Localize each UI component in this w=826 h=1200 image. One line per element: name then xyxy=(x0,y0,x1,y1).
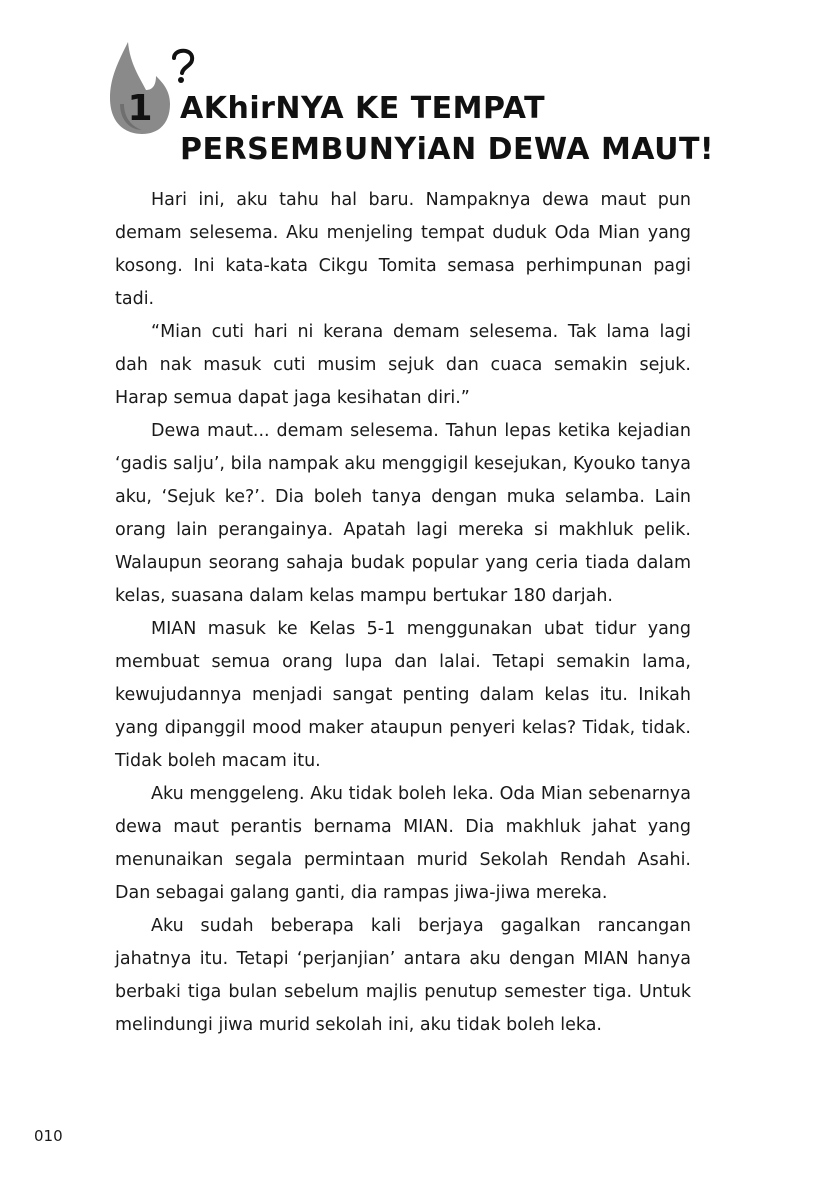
paragraph: Hari ini, aku tahu hal baru. Nampaknya dewa maut pun demam selesema. Aku menjeling tempat duduk Oda Mian yang kosong. Ini kata-kata Cikgu Tomita semasa perhimpunan pagi tadi. xyxy=(115,190,691,309)
paragraph: Aku menggeleng. Aku tidak boleh leka. Oda Mian sebenarnya dewa maut perantis bernama MIAN. Dia makhluk jahat yang menunaikan segala permintaan murid Sekolah Rendah Asahi. Dan sebagai galang ganti, dia rampas jiwa-jiwa mereka. xyxy=(115,784,691,903)
paragraph: Dewa maut... demam selesema. Tahun lepas ketika kejadian ‘gadis salju’, bila nampak aku menggigil kesejukan, Kyouko tanya aku, ‘Sejuk ke?’. Dia boleh tanya dengan muka selamba. Lain orang lain perangainya. Apatah lagi mereka si makhluk pelik. Walaupun seorang sahaja budak popular yang ceria tiada dalam kelas, suasana dalam kelas mampu bertukar 180 darjah. xyxy=(115,421,691,606)
chapter-title-line-1: AKhirNYA KE TEMPAT xyxy=(180,91,546,126)
paragraph: “Mian cuti hari ni kerana demam selesema. Tak lama lagi dah nak masuk cuti musim sejuk dan cuaca semakin sejuk. Harap semua dapat jaga kesihatan diri.” xyxy=(115,322,691,408)
chapter-title-line-2: PERSEMBUNYiAN DEWA MAUT! xyxy=(180,132,715,167)
question-mark-dot xyxy=(178,77,184,83)
paragraph: Aku sudah beberapa kali berjaya gagalkan rancangan jahatnya itu. Tetapi ‘perjanjian’ antara aku dengan MIAN hanya berbaki tiga bulan sebelum majlis penutup semester tiga. Untuk melindungi jiwa murid sekolah ini, aku tidak boleh leka. xyxy=(115,916,691,1035)
question-mark-hook xyxy=(174,51,192,73)
body-text xyxy=(115,184,691,1042)
page-number: 010 xyxy=(34,1127,63,1145)
paragraph: MIAN masuk ke Kelas 5-1 menggunakan ubat tidur yang membuat semua orang lupa dan lalai. Tetapi semakin lama, kewujudannya menjadi sangat penting dalam kelas itu. Inikah yang dipanggil mood maker ataupun penyeri kelas? Tidak, tidak. Tidak boleh macam itu. xyxy=(115,619,691,771)
chapter-title xyxy=(180,88,714,170)
chapter-number: 1 xyxy=(127,88,153,129)
